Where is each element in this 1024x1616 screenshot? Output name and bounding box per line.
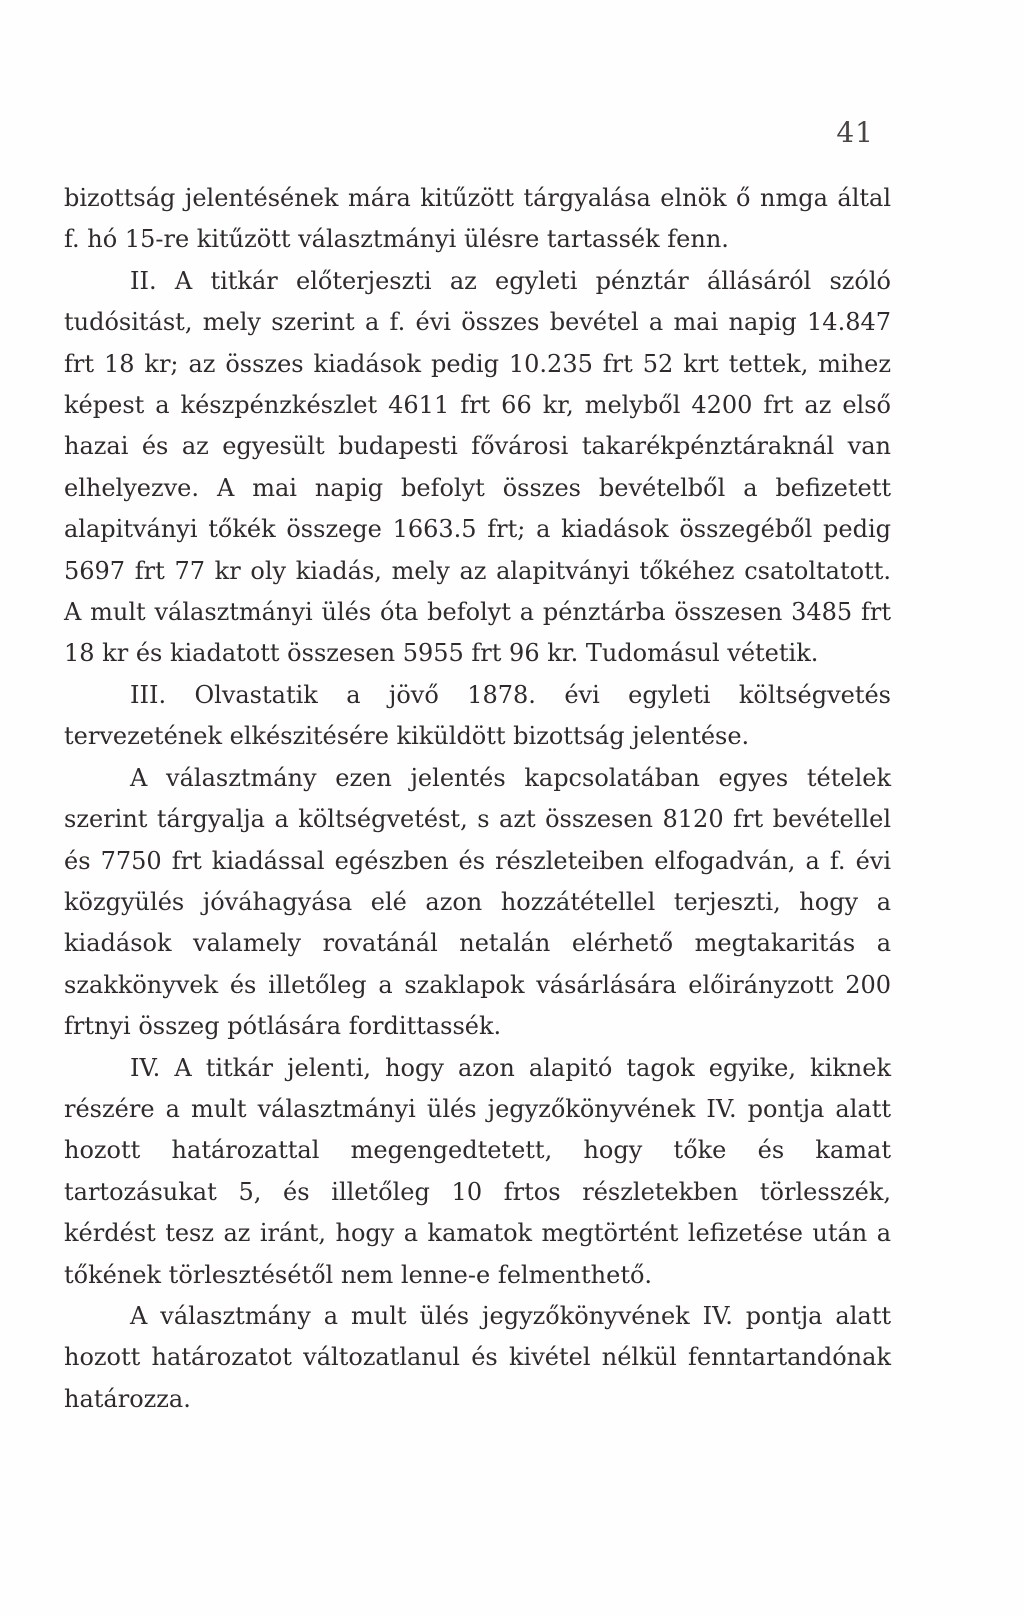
paragraph-continuation: bizottság jelentésének mára kitűzött tárgyalása elnök ő nmga által f. hó 15-re kitűzött választmányi ülésre tartassék fenn.: [64, 184, 891, 254]
page-number: 41: [836, 116, 874, 149]
paragraph-item-iii: III. Olvastatik a jövő 1878. évi egyleti költségvetés tervezetének elkészitésére kiküldött bizottság jelentése.: [64, 680, 891, 751]
paragraph-item-ii: II. A titkár előterjeszti az egyleti pénztár állásáról szóló tudósitást, mely szerint a f. évi összes bevétel a mai napig 14.847 frt 18 kr; az összes kiadások pedig 10.235 frt 52 krt tettek, mihez képest a készpénzkészlet 4611 frt 66 kr, melyből 4200 frt az első hazai és az egyesült budapesti fővárosi takarékpénztáraknál van elhelyezve. A mai napig befolyt összes bevételből a befizetett alapitványi tőkék összege 1663.5 frt; a kiadások összegéből pedig 5697 frt 77 kr oly kiadás, mely az alapitványi tőkéhez csatoltatott. A mult választmányi ülés óta befolyt a pénztárba összesen 3485 frt 18 kr és kiadatott összesen 5955 frt 96 kr. Tudomásul vétetik.: [64, 266, 891, 668]
paragraph-item-iv: IV. A titkár jelenti, hogy azon alapitó tagok egyike, kiknek részére a mult választmányi ülés jegyzőkönyvének IV. pontja alatt hozott határozattal megengedtetett, hogy tőke és kamat tartozásukat 5, és illetőleg 10 frtos részletekben törlesszék, kérdést tesz az iránt, hogy a kamatok megtörtént lefizetése után a tőkének törlesztésétől nem lenne-e felmenthető.: [64, 1053, 891, 1289]
paragraph-resolution: A választmány a mult ülés jegyzőkönyvének IV. pontja alatt hozott határozatot változatlanul és kivétel nélkül fenntartandónak határozza.: [64, 1301, 891, 1413]
paragraph-budget-discussion: A választmány ezen jelentés kapcsolatában egyes tételek szerint tárgyalja a költségvetést, s azt összesen 8120 frt bevétellel és 7750 frt kiadással egészben és részleteiben elfogadván, a f. évi közgyülés jóváhagyása elé azon hozzátétellel terjeszti, hogy a kiadások valamely rovatánál netalán elérhető megtakaritás a szakkönyvek és illetőleg a szaklapok vásárlására előirányzott 200 frtnyi összeg pótlására fordittassék.: [64, 763, 891, 1041]
body-text: [64, 178, 891, 1420]
